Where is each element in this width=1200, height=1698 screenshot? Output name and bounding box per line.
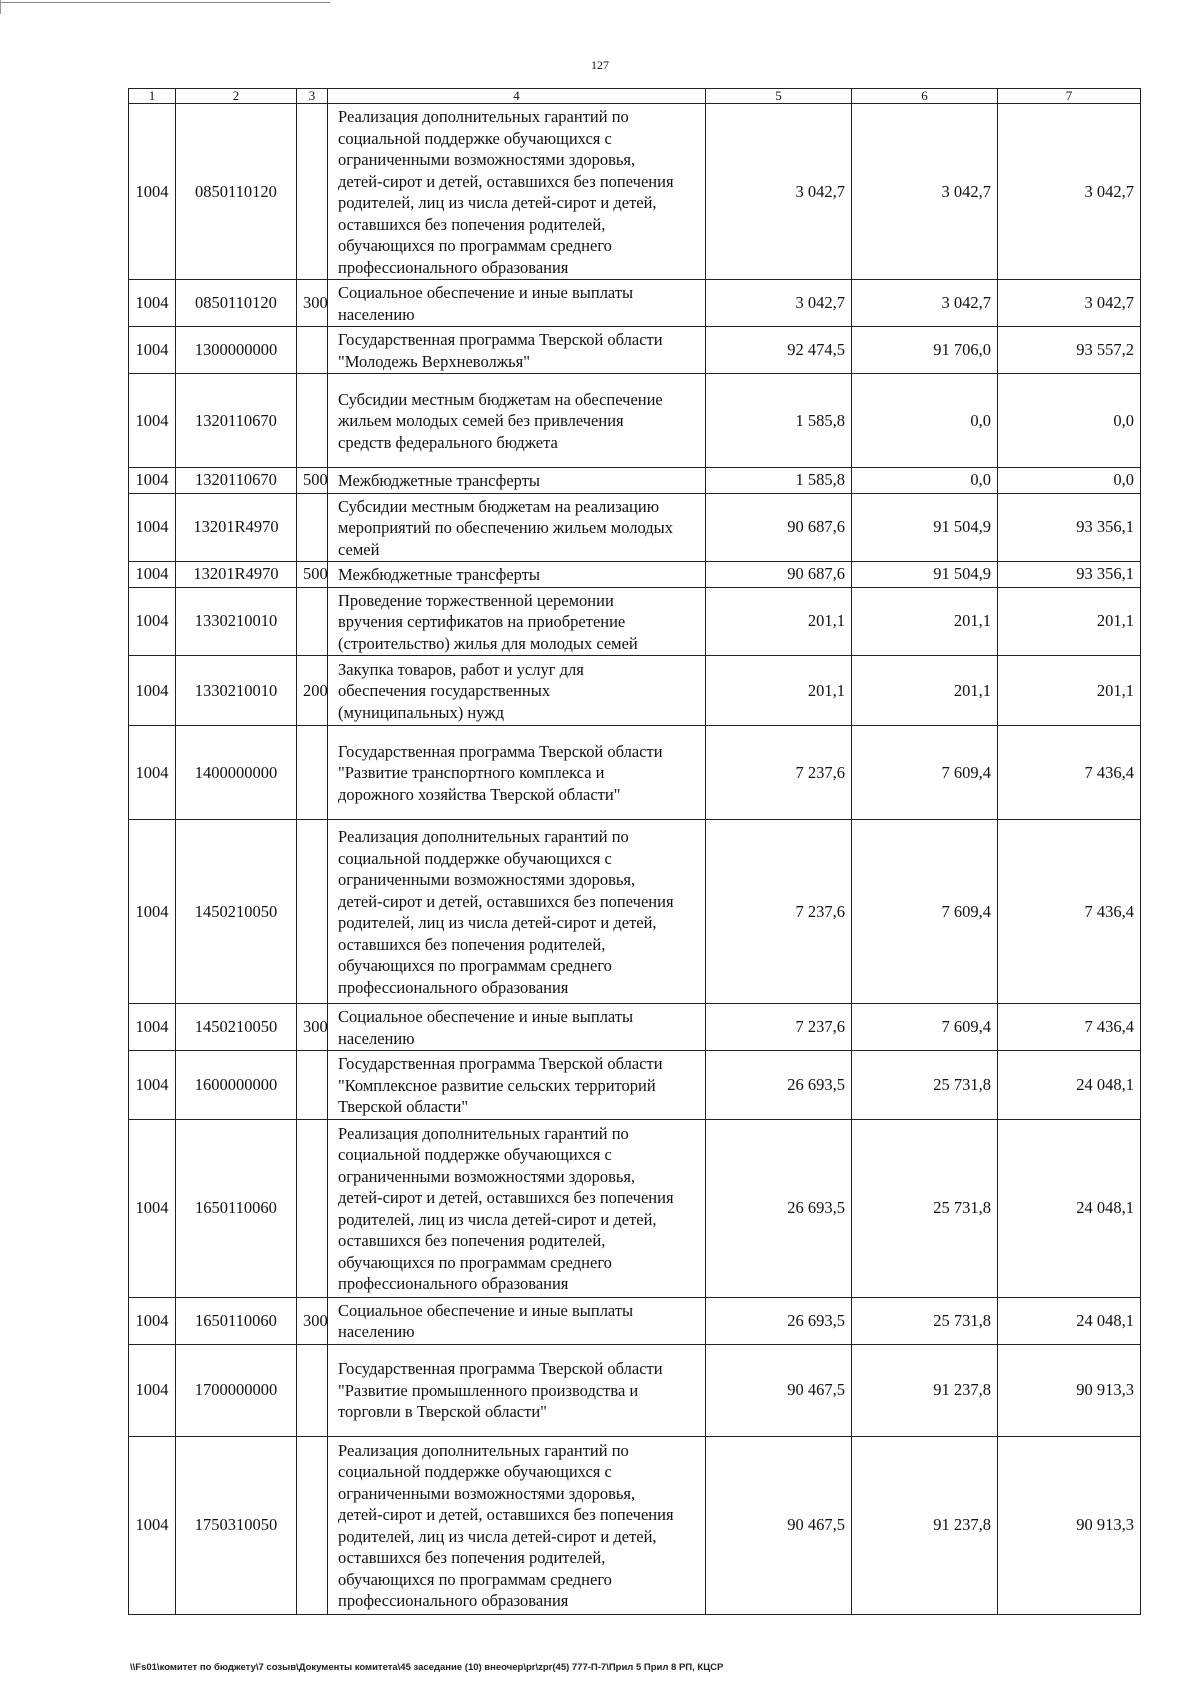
- description-line: ограниченными возможностями здоровья,: [338, 150, 636, 169]
- description-line: ограниченными возможностями здоровья,: [338, 1483, 636, 1503]
- target-article-cell: 0850110120: [176, 104, 297, 280]
- table-row: [129, 562, 1141, 588]
- amount-year2-cell: 7 609,4: [852, 820, 998, 1004]
- description-cell: [328, 820, 706, 1004]
- amount-year2-cell: 25 731,8: [852, 1119, 998, 1297]
- table-row: [129, 280, 1141, 327]
- column-number-row: [129, 89, 1141, 104]
- target-article-cell: 1330210010: [176, 656, 297, 726]
- amount-year3-cell: 93 356,1: [998, 562, 1141, 588]
- target-article-cell: 1330210010: [176, 587, 297, 656]
- expense-type-cell: [297, 374, 328, 468]
- description-line: Социальное обеспечение и иные выплаты: [338, 1300, 634, 1320]
- description-line: профессионального образования: [338, 1274, 569, 1293]
- amount-year1-cell: 7 237,6: [706, 726, 852, 820]
- description-line: "Развитие промышленного производства и: [338, 1380, 639, 1400]
- section-code-cell: 1004: [129, 587, 176, 656]
- target-article-cell: 1300000000: [176, 327, 297, 374]
- description-line: детей-сирот и детей, оставшихся без попечения: [338, 1505, 674, 1524]
- description-line: детей-сирот и детей, оставшихся без попечения: [338, 171, 674, 191]
- amount-year3-cell: 0,0: [998, 374, 1141, 468]
- expense-type-cell: [297, 493, 328, 562]
- amount-year2-cell: 0,0: [852, 468, 998, 494]
- amount-year3-cell: 201,1: [998, 656, 1141, 726]
- column-number: 2: [176, 89, 297, 104]
- description-cell: [328, 656, 706, 726]
- description-cell: [328, 493, 706, 562]
- amount-year3-cell: 93 557,2: [998, 327, 1141, 374]
- column-number: 3: [297, 89, 328, 104]
- amount-year3-cell: 0,0: [998, 468, 1141, 494]
- target-article-cell: 1320110670: [176, 468, 297, 494]
- description-line: населению: [338, 1028, 415, 1048]
- description-line: социальной поддержке обучающихся с: [338, 128, 612, 148]
- expense-type-cell: [297, 1119, 328, 1297]
- description-cell: [328, 1119, 706, 1297]
- target-article-cell: 1650110060: [176, 1297, 297, 1344]
- description-line: Государственная программа Тверской области: [338, 330, 663, 349]
- description-line: Межбюджетные трансферты: [338, 565, 541, 584]
- amount-year2-cell: 201,1: [852, 656, 998, 726]
- amount-year3-cell: 7 436,4: [998, 1004, 1141, 1051]
- expense-type-cell: 500: [297, 468, 328, 494]
- section-code-cell: 1004: [129, 820, 176, 1004]
- description-cell: [328, 1004, 706, 1051]
- description-line: родителей, лиц из числа детей-сирот и детей,: [338, 1526, 657, 1546]
- expense-type-cell: [297, 726, 328, 820]
- description-line: "Молодежь Верхневолжья": [338, 351, 530, 371]
- page-number: 127: [591, 58, 609, 72]
- description-line: оставшихся без попечения родителей,: [338, 214, 606, 234]
- table-row: [129, 587, 1141, 656]
- amount-year1-cell: 90 687,6: [706, 493, 852, 562]
- amount-year1-cell: 201,1: [706, 656, 852, 726]
- amount-year1-cell: 1 585,8: [706, 374, 852, 468]
- target-article-cell: 1450210050: [176, 1004, 297, 1051]
- description-line: профессионального образования: [338, 977, 569, 997]
- description-line: профессионального образования: [338, 257, 569, 277]
- amount-year2-cell: 25 731,8: [852, 1297, 998, 1344]
- amount-year1-cell: 90 687,6: [706, 562, 852, 588]
- section-code-cell: 1004: [129, 562, 176, 588]
- target-article-cell: 13201R4970: [176, 562, 297, 588]
- description-line: обучающихся по программам среднего: [338, 236, 612, 255]
- target-article-cell: 1450210050: [176, 820, 297, 1004]
- target-article-cell: 0850110120: [176, 280, 297, 327]
- description-line: Социальное обеспечение и иные выплаты: [338, 1007, 634, 1026]
- table-row: [129, 104, 1141, 280]
- amount-year1-cell: 7 237,6: [706, 820, 852, 1004]
- description-line: средств федерального бюджета: [338, 432, 558, 452]
- description-cell: [328, 280, 706, 327]
- amount-year1-cell: 3 042,7: [706, 280, 852, 327]
- description-line: торговли в Тверской области": [338, 1402, 547, 1422]
- section-code-cell: 1004: [129, 104, 176, 280]
- description-line: (муниципальных) нужд: [338, 702, 505, 722]
- amount-year1-cell: 92 474,5: [706, 327, 852, 374]
- description-line: ограниченными возможностями здоровья,: [338, 1166, 636, 1186]
- expense-type-cell: [297, 1436, 328, 1614]
- amount-year2-cell: 7 609,4: [852, 726, 998, 820]
- amount-year2-cell: 91 237,8: [852, 1436, 998, 1614]
- section-code-cell: 1004: [129, 468, 176, 494]
- section-code-cell: 1004: [129, 1119, 176, 1297]
- expense-type-cell: 200: [297, 656, 328, 726]
- column-number: 7: [998, 89, 1141, 104]
- description-line: обучающихся по программам среднего: [338, 1252, 612, 1272]
- target-article-cell: 1400000000: [176, 726, 297, 820]
- expense-type-cell: 300: [297, 280, 328, 327]
- budget-table: [128, 88, 1141, 1615]
- amount-year1-cell: 26 693,5: [706, 1119, 852, 1297]
- expense-type-cell: [297, 587, 328, 656]
- table-row: [129, 1119, 1141, 1297]
- description-line: обеспечения государственных: [338, 681, 551, 701]
- amount-year1-cell: 90 467,5: [706, 1344, 852, 1436]
- amount-year3-cell: 7 436,4: [998, 820, 1141, 1004]
- description-line: населению: [338, 304, 415, 324]
- table-row: [129, 726, 1141, 820]
- amount-year1-cell: 26 693,5: [706, 1297, 852, 1344]
- description-line: детей-сирот и детей, оставшихся без попечения: [338, 891, 674, 911]
- amount-year3-cell: 3 042,7: [998, 280, 1141, 327]
- section-code-cell: 1004: [129, 1297, 176, 1344]
- section-code-cell: 1004: [129, 493, 176, 562]
- target-article-cell: 13201R4970: [176, 493, 297, 562]
- expense-type-cell: [297, 327, 328, 374]
- description-line: "Комплексное развитие сельских территорий: [338, 1075, 656, 1095]
- column-number: 4: [328, 89, 706, 104]
- description-line: оставшихся без попечения родителей,: [338, 1231, 606, 1250]
- description-line: родителей, лиц из числа детей-сирот и детей,: [338, 1209, 657, 1229]
- amount-year3-cell: 93 356,1: [998, 493, 1141, 562]
- description-line: социальной поддержке обучающихся с: [338, 1145, 612, 1164]
- section-code-cell: 1004: [129, 374, 176, 468]
- amount-year2-cell: 25 731,8: [852, 1051, 998, 1120]
- description-line: населению: [338, 1322, 415, 1341]
- expense-type-cell: 300: [297, 1004, 328, 1051]
- expense-type-cell: 300: [297, 1297, 328, 1344]
- table-row: [129, 468, 1141, 494]
- description-cell: [328, 587, 706, 656]
- target-article-cell: 1320110670: [176, 374, 297, 468]
- description-line: Субсидии местным бюджетам на реализацию: [338, 496, 660, 516]
- description-line: профессионального образования: [338, 1591, 569, 1610]
- expense-type-cell: 500: [297, 562, 328, 588]
- description-line: родителей, лиц из числа детей-сирот и детей,: [338, 193, 657, 212]
- description-line: мероприятий по обеспечению жильем молодых: [338, 518, 674, 537]
- section-code-cell: 1004: [129, 726, 176, 820]
- amount-year3-cell: 3 042,7: [998, 104, 1141, 280]
- description-line: обучающихся по программам среднего: [338, 956, 612, 975]
- amount-year3-cell: 90 913,3: [998, 1344, 1141, 1436]
- table-row: [129, 1297, 1141, 1344]
- amount-year2-cell: 7 609,4: [852, 1004, 998, 1051]
- description-line: обучающихся по программам среднего: [338, 1569, 612, 1589]
- expense-type-cell: [297, 1344, 328, 1436]
- table-row: [129, 1051, 1141, 1120]
- description-line: родителей, лиц из числа детей-сирот и детей,: [338, 913, 657, 932]
- amount-year1-cell: 3 042,7: [706, 104, 852, 280]
- amount-year2-cell: 91 237,8: [852, 1344, 998, 1436]
- expense-type-cell: [297, 820, 328, 1004]
- description-line: Государственная программа Тверской области: [338, 1054, 663, 1073]
- amount-year2-cell: 91 504,9: [852, 562, 998, 588]
- amount-year1-cell: 26 693,5: [706, 1051, 852, 1120]
- description-line: Социальное обеспечение и иные выплаты: [338, 283, 634, 302]
- description-line: детей-сирот и детей, оставшихся без попечения: [338, 1188, 674, 1207]
- description-cell: [328, 726, 706, 820]
- description-cell: [328, 1297, 706, 1344]
- description-cell: [328, 104, 706, 280]
- table-row: [129, 493, 1141, 562]
- section-code-cell: 1004: [129, 1004, 176, 1051]
- description-line: Государственная программа Тверской области: [338, 1359, 663, 1379]
- section-code-cell: 1004: [129, 1344, 176, 1436]
- description-line: оставшихся без попечения родителей,: [338, 934, 606, 954]
- description-cell: [328, 468, 706, 494]
- description-line: Субсидии местным бюджетам на обеспечение: [338, 389, 663, 409]
- amount-year2-cell: 201,1: [852, 587, 998, 656]
- target-article-cell: 1650110060: [176, 1119, 297, 1297]
- table-row: [129, 1004, 1141, 1051]
- description-line: Государственная программа Тверской области: [338, 741, 663, 761]
- description-cell: [328, 1436, 706, 1614]
- table-row: [129, 374, 1141, 468]
- amount-year2-cell: 0,0: [852, 374, 998, 468]
- target-article-cell: 1600000000: [176, 1051, 297, 1120]
- scan-edge-line: [0, 2, 330, 3]
- target-article-cell: 1750310050: [176, 1436, 297, 1614]
- column-number: 6: [852, 89, 998, 104]
- table-row: [129, 820, 1141, 1004]
- description-line: "Развитие транспортного комплекса и: [338, 763, 605, 783]
- section-code-cell: 1004: [129, 1051, 176, 1120]
- description-line: семей: [338, 539, 380, 559]
- table-row: [129, 1344, 1141, 1436]
- description-line: социальной поддержке обучающихся с: [338, 848, 612, 868]
- description-cell: [328, 1051, 706, 1120]
- amount-year2-cell: 3 042,7: [852, 104, 998, 280]
- section-code-cell: 1004: [129, 656, 176, 726]
- column-number: 1: [129, 89, 176, 104]
- description-line: оставшихся без попечения родителей,: [338, 1548, 606, 1567]
- section-code-cell: 1004: [129, 280, 176, 327]
- amount-year3-cell: 90 913,3: [998, 1436, 1141, 1614]
- description-line: дорожного хозяйства Тверской области": [338, 784, 621, 804]
- description-line: Реализация дополнительных гарантий по: [338, 827, 629, 846]
- description-cell: [328, 327, 706, 374]
- amount-year3-cell: 24 048,1: [998, 1119, 1141, 1297]
- target-article-cell: 1700000000: [176, 1344, 297, 1436]
- description-line: Проведение торжественной церемонии: [338, 590, 614, 610]
- amount-year3-cell: 7 436,4: [998, 726, 1141, 820]
- description-line: вручения сертификатов на приобретение: [338, 612, 626, 631]
- description-line: Межбюджетные трансферты: [338, 471, 541, 490]
- description-line: Реализация дополнительных гарантий по: [338, 1123, 629, 1143]
- description-line: Реализация дополнительных гарантий по: [338, 107, 629, 126]
- section-code-cell: 1004: [129, 1436, 176, 1614]
- amount-year2-cell: 91 706,0: [852, 327, 998, 374]
- description-line: ограниченными возможностями здоровья,: [338, 870, 636, 889]
- expense-type-cell: [297, 1051, 328, 1120]
- table-row: [129, 656, 1141, 726]
- scan-edge-mark: [0, 0, 1, 14]
- column-number: 5: [706, 89, 852, 104]
- expense-type-cell: [297, 104, 328, 280]
- amount-year1-cell: 7 237,6: [706, 1004, 852, 1051]
- table-row: [129, 327, 1141, 374]
- description-line: Закупка товаров, работ и услуг для: [338, 659, 584, 679]
- amount-year1-cell: 201,1: [706, 587, 852, 656]
- section-code-cell: 1004: [129, 327, 176, 374]
- amount-year2-cell: 3 042,7: [852, 280, 998, 327]
- description-line: Тверской области": [338, 1097, 469, 1116]
- description-line: Реализация дополнительных гарантий по: [338, 1440, 629, 1460]
- description-line: (строительство) жилья для молодых семей: [338, 633, 638, 653]
- amount-year1-cell: 90 467,5: [706, 1436, 852, 1614]
- description-line: социальной поддержке обучающихся с: [338, 1462, 612, 1481]
- amount-year3-cell: 24 048,1: [998, 1051, 1141, 1120]
- footer-file-path: \\Fs01\комитет по бюджету\7 созыв\Документы комитета\45 заседание (10) внеочер\pr\zpr(45) 777-П-7\Прил 5 Прил 8 РП, КЦСР: [130, 1662, 724, 1673]
- description-cell: [328, 374, 706, 468]
- description-cell: [328, 1344, 706, 1436]
- amount-year2-cell: 91 504,9: [852, 493, 998, 562]
- description-line: жильем молодых семей без привлечения: [338, 411, 624, 431]
- amount-year1-cell: 1 585,8: [706, 468, 852, 494]
- table-row: [129, 1436, 1141, 1614]
- amount-year3-cell: 24 048,1: [998, 1297, 1141, 1344]
- description-cell: [328, 562, 706, 588]
- amount-year3-cell: 201,1: [998, 587, 1141, 656]
